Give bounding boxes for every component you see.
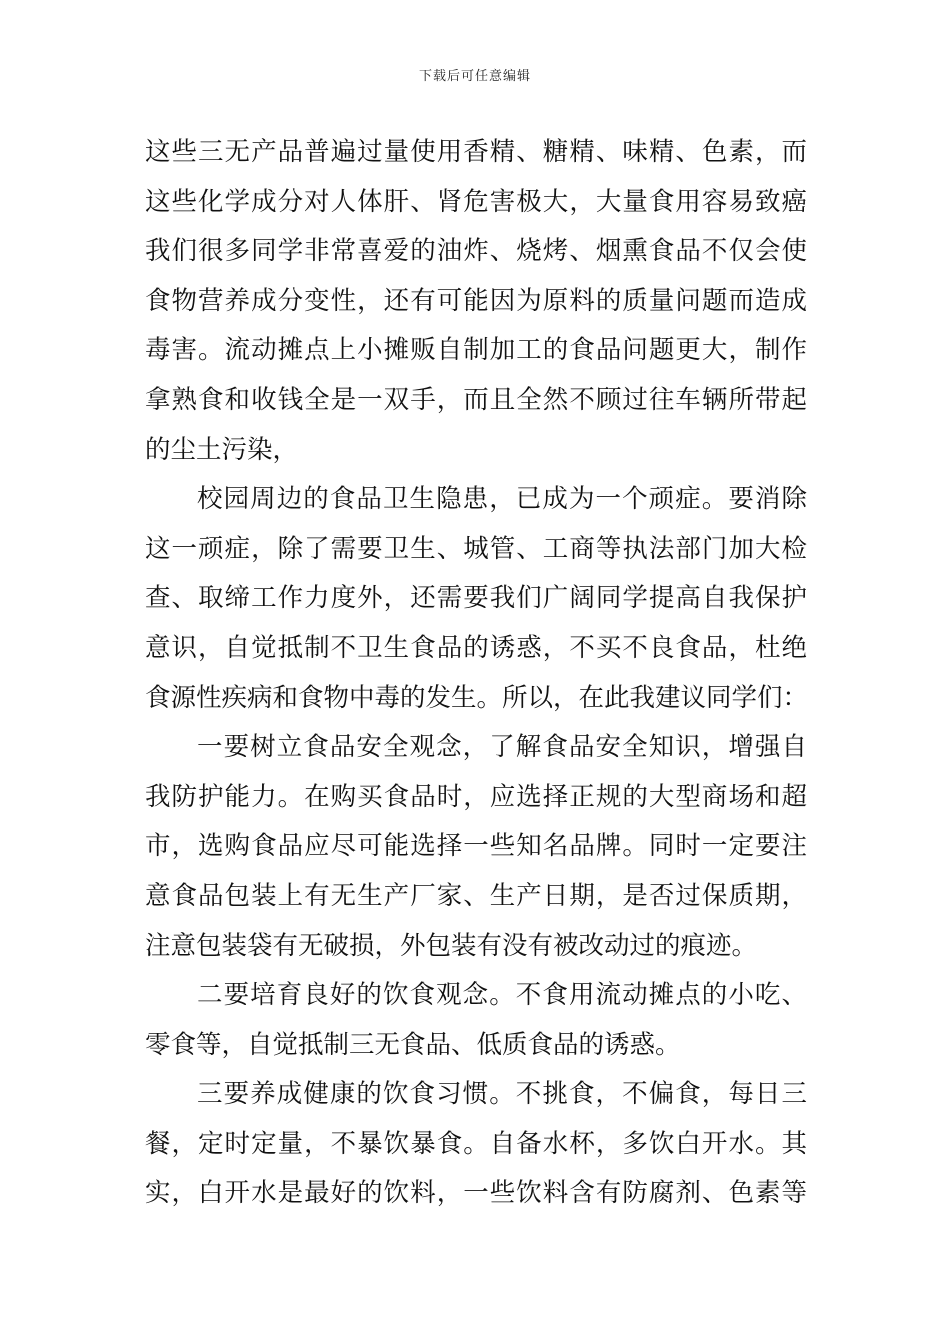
text-line: 餐，定时定量，不暴饮暴食。自备水杯，多饮白开水。其 xyxy=(145,1128,807,1159)
text-line: 查、取缔工作力度外，还需要我们广阔同学提高自我保护 xyxy=(145,583,807,614)
text-line: 一要树立食品安全观念，了解食品安全知识，增强自 xyxy=(197,732,807,763)
text-line: 毒害。流动摊点上小摊贩自制加工的食品问题更大，制作 xyxy=(145,335,807,366)
text-line: 我们很多同学非常喜爱的油炸、烧烤、烟熏食品不仅会使 xyxy=(145,236,807,267)
text-line: 零食等，自觉抵制三无食品、低质食品的诱惑。 xyxy=(145,1029,681,1060)
text-line: 注意包装袋有无破损，外包装有没有被改动过的痕迹。 xyxy=(145,930,758,961)
text-line: 意食品包装上有无生产厂家、生产日期，是否过保质期， xyxy=(145,880,807,911)
text-line: 三要养成健康的饮食习惯。不挑食，不偏食，每日三 xyxy=(197,1079,807,1110)
text-line: 的尘土污染， xyxy=(145,434,299,465)
text-line: 拿熟食和收钱全是一双手，而且全然不顾过往车辆所带起 xyxy=(145,384,807,415)
text-line: 这一顽症，除了需要卫生、城管、工商等执法部门加大检 xyxy=(145,533,807,564)
text-line: 二要培育良好的饮食观念。不食用流动摊点的小吃、 xyxy=(197,980,807,1011)
page-header: 下载后可任意编辑 xyxy=(418,69,531,84)
text-line: 意识，自觉抵制不卫生食品的诱惑，不买不良食品，杜绝 xyxy=(145,632,807,663)
text-line: 校园周边的食品卫生隐患，已成为一个顽症。要消除 xyxy=(197,484,807,515)
text-line: 实，白开水是最好的饮料，一些饮料含有防腐剂、色素等 xyxy=(145,1178,807,1209)
text-line: 这些化学成分对人体肝、肾危害极大，大量食用容易致癌 xyxy=(145,186,807,217)
text-line: 食源性疾病和食物中毒的发生。所以，在此我建议同学们： xyxy=(145,682,809,713)
text-line: 这些三无产品普遍过量使用香精、糖精、味精、色素，而 xyxy=(145,137,807,167)
text-line: 食物营养成分变性，还有可能因为原料的质量问题而造成 xyxy=(145,285,807,316)
text-line: 我防护能力。在购买食品时，应选择正规的大型商场和超 xyxy=(145,781,807,812)
text-line: 市，选购食品应尽可能选择一些知名品牌。同时一定要注 xyxy=(145,831,807,862)
document-body xyxy=(145,128,807,1219)
